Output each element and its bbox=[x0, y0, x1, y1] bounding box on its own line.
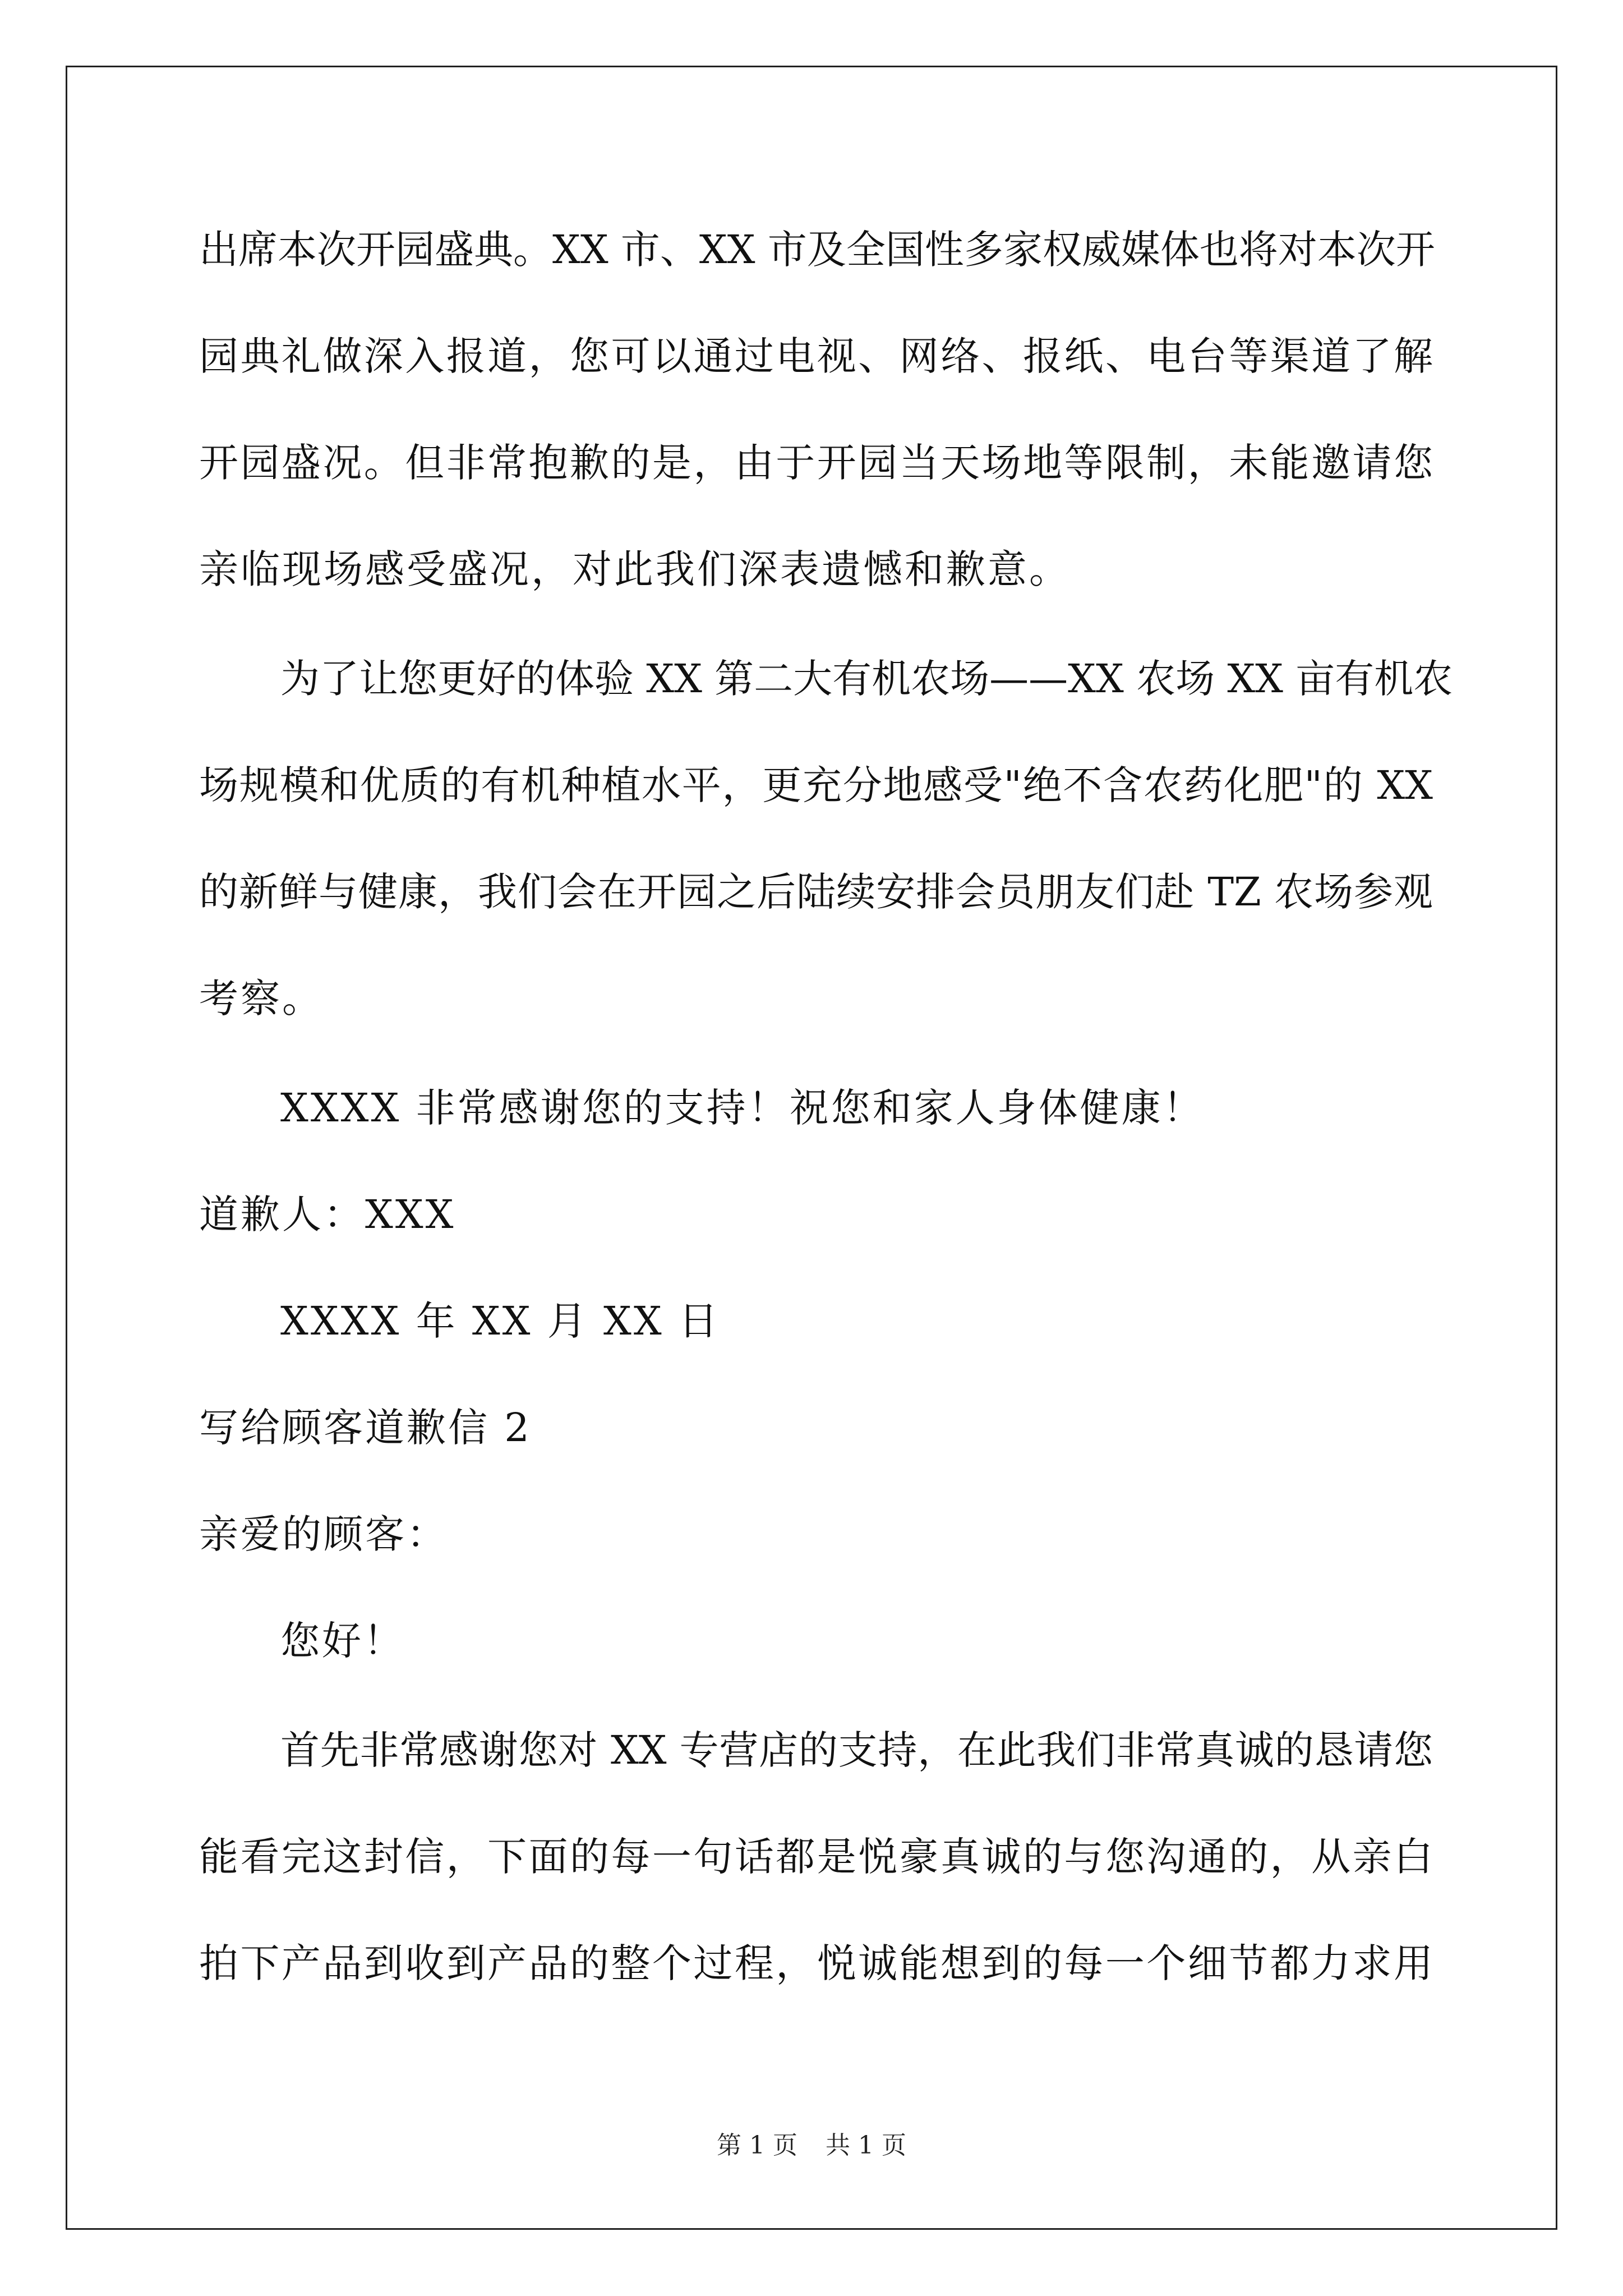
paragraph3-line2: 能看完这封信，下面的每一句话都是悦豪真诚的与您沟通的，从亲白 bbox=[199, 1834, 1433, 1880]
paragraph2-line3: 的新鲜与健康，我们会在开园之后陆续安排会员朋友们赴 TZ 农场参观 bbox=[199, 869, 1433, 915]
footer-total-pages: 共 1 页 bbox=[826, 2131, 906, 2160]
paragraph1-line1: 出席本次开园盛典。XX 市、XX 市及全国性多家权威媒体也将对本次开 bbox=[199, 227, 1435, 273]
paragraph3-line3: 拍下产品到收到产品的整个过程，悦诚能想到的每一个细节都力求用 bbox=[199, 1940, 1433, 1986]
date-line: XXXX 年 XX 月 XX 日 bbox=[280, 1298, 720, 1344]
signer-line: 道歉人：XXX bbox=[199, 1191, 456, 1237]
paragraph1-line4: 亲临现场感受盛况，对此我们深表遗憾和歉意。 bbox=[199, 546, 1071, 592]
footer-page-number: 第 1 页 bbox=[717, 2131, 797, 2160]
paragraph3-line1: 首先非常感谢您对 XX 专营店的支持，在此我们非常真诚的恳请您 bbox=[280, 1727, 1433, 1773]
page-border bbox=[66, 66, 1557, 2230]
paragraph2-line1: 为了让您更好的体验 XX 第二大有机农场——XX 农场 XX 亩有机农 bbox=[280, 656, 1453, 702]
paragraph2-line2: 场规模和优质的有机种植水平，更充分地感受"绝不含农药化肥"的 XX bbox=[199, 762, 1433, 808]
letter2-title: 写给顾客道歉信 2 bbox=[199, 1405, 532, 1451]
greeting-line: 您好！ bbox=[280, 1618, 405, 1664]
page-footer bbox=[0, 2129, 1623, 2162]
paragraph2-line4: 考察。 bbox=[199, 976, 324, 1022]
closing-line: XXXX 非常感谢您的支持！祝您和家人身体健康！ bbox=[280, 1085, 1205, 1131]
paragraph1-line2: 园典礼做深入报道，您可以通过电视、网络、报纸、电台等渠道了解 bbox=[199, 333, 1433, 379]
paragraph1-line3: 开园盛况。但非常抱歉的是，由于开园当天场地等限制，未能邀请您 bbox=[199, 440, 1433, 486]
salutation-line: 亲爱的顾客： bbox=[199, 1511, 448, 1557]
